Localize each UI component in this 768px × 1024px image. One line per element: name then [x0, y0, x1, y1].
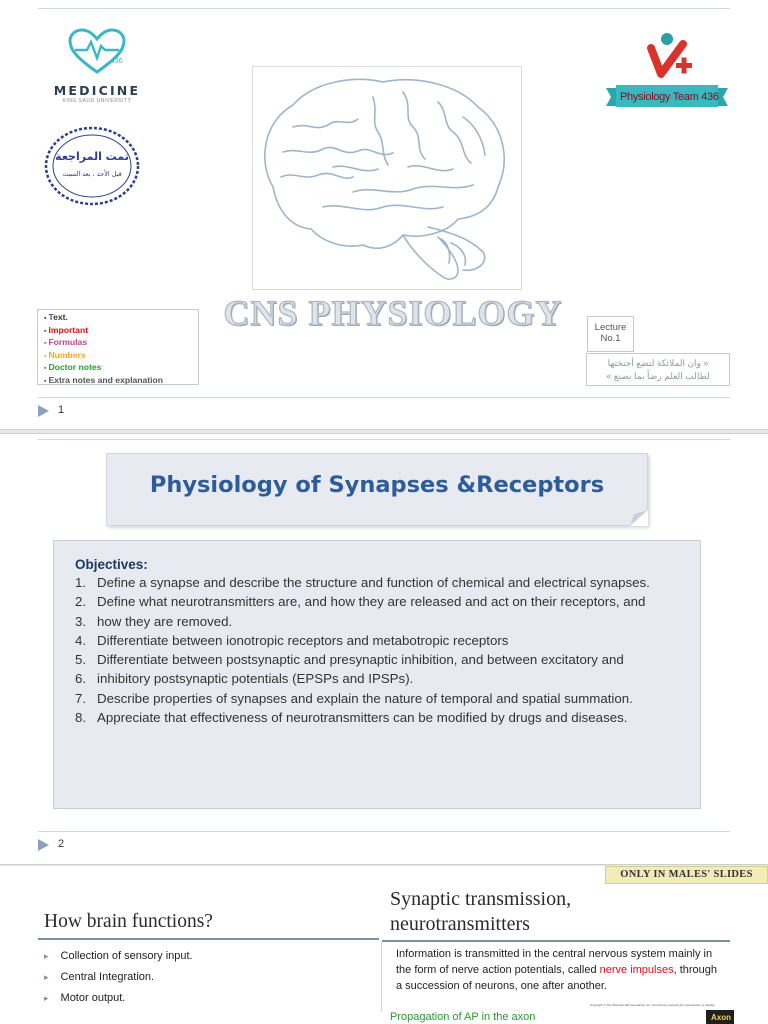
- right-title-rule: [382, 940, 730, 942]
- university-name: KING SAUD UNIVERSITY: [62, 98, 132, 104]
- footer-rule: [38, 831, 730, 832]
- top-rule: [38, 8, 730, 9]
- objective-item: 6. inhibitory postsynaptic potentials (EPSPs and IPSPs).: [75, 671, 414, 687]
- review-stamp: [42, 126, 142, 206]
- page-arrow-icon: [38, 405, 49, 417]
- page-number: 2: [58, 838, 65, 850]
- quote-line-1: « وان الملائكة لتضع أجنحتها: [607, 358, 709, 368]
- team-label: Physiology Team 436: [620, 91, 719, 103]
- right-title-line-2: neurotransmitters: [390, 913, 530, 935]
- axon-figure: [590, 1001, 740, 1024]
- color-legend: [37, 309, 199, 385]
- stamp-icon: [42, 126, 142, 206]
- svg-text:تمت المراجعة: تمت المراجعة: [55, 150, 129, 163]
- slide-1: [0, 0, 768, 430]
- objective-item: 7. Describe properties of synapses and explain the nature of temporal and spatial summation.: [75, 690, 633, 706]
- right-title-line-1: Synaptic transmission,: [390, 888, 572, 910]
- left-title-rule: [38, 938, 379, 940]
- legend-item: ▪ Formulas: [44, 337, 198, 350]
- page-fold-icon: [630, 510, 648, 526]
- svg-text:Axon: Axon: [711, 1013, 731, 1022]
- arabic-quote: [586, 353, 730, 386]
- males-only-badge: ONLY IN MALES' SLIDES: [605, 866, 768, 884]
- page-arrow-icon: [38, 839, 49, 851]
- page-title: CNS PHYSIOLOGY: [223, 293, 563, 333]
- brain-functions-list: [44, 946, 193, 1009]
- objective-item: 2. Define what neurotransmitters are, and how they are released and act on their receptors, and: [75, 594, 646, 610]
- medicine-logo: [44, 28, 150, 108]
- objectives-list: [75, 573, 684, 727]
- svg-text:Copyright © The McGraw-Hill Co: Copyright © The McGraw-Hill Companies, Inc. Permission required for reproduction or display.: [590, 1003, 716, 1007]
- quote-line-2: لطالب العلم رضاً بما يصنع »: [606, 371, 710, 381]
- legend-item: ▪ Text.: [44, 312, 198, 325]
- slide-title: Physiology of Synapses &Receptors: [106, 453, 648, 526]
- list-item: ▸ Central Integration.: [44, 967, 193, 988]
- list-item: ▸ Collection of sensory input.: [44, 946, 193, 967]
- lecture-label: Lecture: [594, 322, 627, 333]
- legend-item: ▪ Doctor notes: [44, 362, 198, 375]
- figure-caption: Propagation of AP in the axon: [390, 1011, 536, 1023]
- transmission-paragraph: Information is transmitted in the central nervous system mainly in the form of nerve action potentials, called nerve impulses, through a succession of neurons, one after another.: [396, 948, 718, 992]
- svg-text:قبل الأحد ، بعد السبت: قبل الأحد ، بعد السبت: [62, 170, 122, 178]
- right-panel-title: [390, 887, 571, 937]
- objectives-panel: [53, 540, 701, 809]
- footer-rule: [38, 397, 730, 398]
- objective-item: 3. how they are removed.: [75, 613, 233, 629]
- legend-item: ▪ Extra notes and explanation: [44, 375, 198, 388]
- brain-illustration: [252, 66, 522, 290]
- lecture-number: [587, 316, 634, 352]
- objective-item: 4. Differentiate between ionotropic receptors and metabotropic receptors: [75, 632, 509, 648]
- objective-item: 1. Define a synapse and describe the structure and function of chemical and electrical synapses.: [75, 575, 650, 590]
- slide-2: [0, 433, 768, 865]
- list-item: ▸ Motor output.: [44, 988, 193, 1009]
- brain-icon: [253, 67, 521, 289]
- medicine-word: MEDICINE: [53, 83, 141, 98]
- legend-item: ▪ Numbers: [44, 350, 198, 363]
- top-rule: [38, 439, 730, 440]
- slide-3: [0, 866, 768, 1024]
- team-check-icon: [603, 30, 733, 90]
- objective-item: 8. Appreciate that effectiveness of neurotransmitters can be modified by drugs and diseases.: [75, 710, 628, 726]
- lecture-no: No.1: [600, 333, 621, 344]
- legend-item: ▪ Important: [44, 325, 198, 338]
- divider: [381, 942, 382, 1012]
- objective-item: 5. Differentiate between postsynaptic and presynaptic inhibition, and between excitatory and: [75, 652, 624, 668]
- heart-pulse-icon: [67, 28, 127, 76]
- left-panel-title: How brain functions?: [44, 911, 213, 932]
- svg-text:436: 436: [111, 58, 123, 65]
- page-number: 1: [58, 404, 65, 416]
- objectives-title: Objectives:: [75, 557, 148, 572]
